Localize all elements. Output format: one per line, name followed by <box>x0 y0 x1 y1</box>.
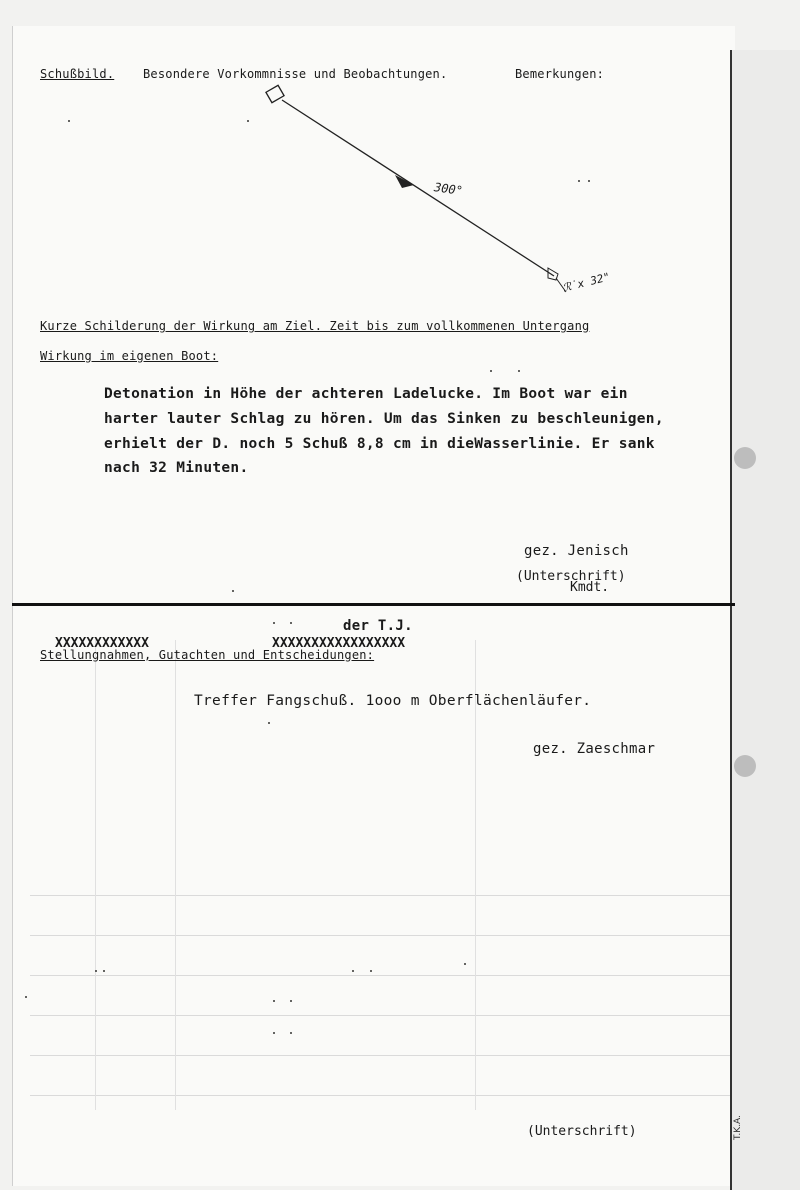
stray-dot <box>588 180 590 182</box>
stray-dot <box>490 370 492 372</box>
strikeout-2: XXXXXXXXXXXXXXXXX <box>272 636 406 651</box>
section-title-wirkung-ziel: Kurze Schilderung der Wirkung am Ziel. Zeit bis zum vollkommenen Untergang <box>40 319 590 333</box>
stray-dot <box>68 120 70 122</box>
stray-dot <box>103 970 105 972</box>
stray-dot <box>290 622 292 624</box>
stray-dot <box>273 1032 275 1034</box>
assessment-text: Treffer Fangschuß. 1ooo m Oberflächenläufer. <box>194 693 592 709</box>
torpedo-marker-icon <box>266 85 284 102</box>
stray-dot <box>464 963 466 965</box>
stray-dot <box>518 370 520 372</box>
report-line: nach 32 Minuten. <box>104 460 249 476</box>
stray-dot <box>578 180 580 182</box>
stray-dot <box>247 120 249 122</box>
signature-jenisch: gez. Jenisch <box>524 543 629 559</box>
report-line: Detonation in Höhe der achteren Ladelucke. Im Boot war ein <box>104 386 628 402</box>
report-line: harter lauter Schlag zu hören. Um das Sinken zu beschleunigen, <box>104 411 664 427</box>
stray-dot <box>268 722 270 724</box>
stray-dot <box>95 970 97 972</box>
stray-dot <box>273 622 275 624</box>
stray-dot <box>352 970 354 972</box>
stray-dot <box>370 970 372 972</box>
label-bemerkungen: Bemerkungen: <box>515 67 605 81</box>
ship-label: ℛ˙x 32" <box>561 270 612 295</box>
stray-dot <box>273 1000 275 1002</box>
signature-caption-bottom: (Unterschrift) <box>527 1124 637 1139</box>
label-vorkommnisse: Besondere Vorkommnisse und Beobachtungen. <box>143 67 448 81</box>
section-title-stellungnahmen: Stellungnahmen, Gutachten und Entscheidungen: <box>40 648 375 662</box>
stray-dot <box>232 590 234 592</box>
torpedo-track-line <box>282 100 554 276</box>
strikeout-1: XXXXXXXXXXXX <box>55 636 149 651</box>
stray-dot <box>25 996 27 998</box>
label-schussbild: Schußbild. <box>40 67 115 81</box>
stray-dot <box>290 1000 292 1002</box>
stray-dot <box>290 1032 292 1034</box>
report-line: erhielt der D. noch 5 Schuß 8,8 cm in dieWasserlinie. Er sank <box>104 436 655 452</box>
signature-role: Kmdt. <box>570 580 610 595</box>
signature-zaeschmar: gez. Zaeschmar <box>533 741 656 757</box>
signature-caption: (Unterschrift) <box>516 569 626 584</box>
track-arrow-icon <box>395 175 414 188</box>
angle-label: 300° <box>433 180 464 198</box>
archive-stamp: T.K.A. <box>733 1115 743 1140</box>
section-title-wirkung-boot: Wirkung im eigenen Boot: <box>40 349 219 363</box>
der-tj-label: der T.J. <box>343 618 413 634</box>
section-divider <box>12 603 735 606</box>
